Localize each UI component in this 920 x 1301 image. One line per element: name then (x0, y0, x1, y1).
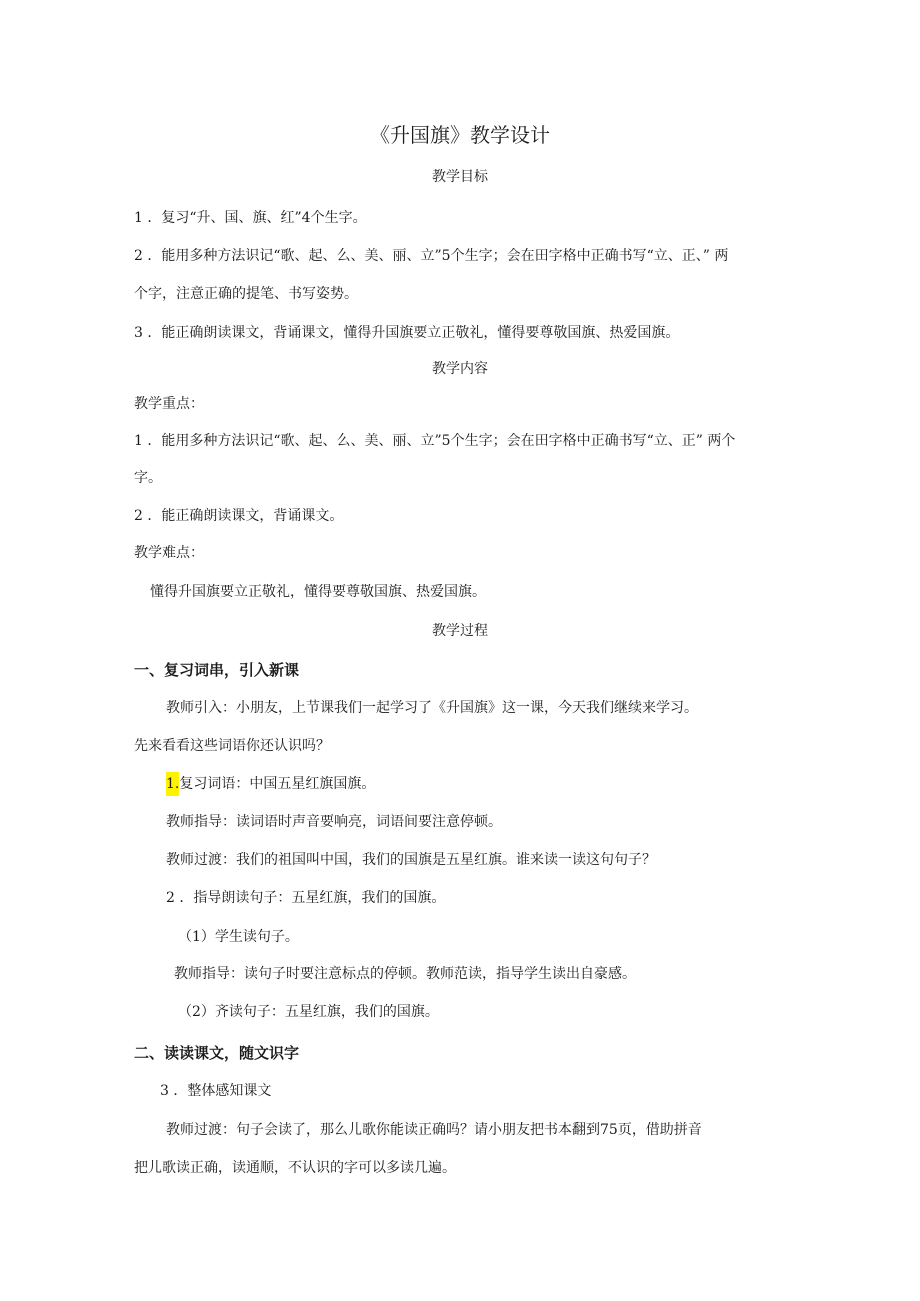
section-1-title: 一、复习词串，引入新课 (134, 661, 300, 679)
section-2-title: 二、读读课文，随文识字 (134, 1044, 300, 1062)
objectives-heading: 教学目标 (432, 169, 488, 185)
key-point-1-line-2: 字。 (134, 470, 162, 486)
teacher-transition-2-line-1: 教师过渡：句子会读了，那么儿歌你能读正确吗？请小朋友把书本翻到75页，借助拼音 (166, 1122, 702, 1138)
process-heading: 教学过程 (432, 623, 488, 639)
objective-item-2-line-1: 2 ．能用多种方法识记“歌、起、么、美、丽、立”5个生字；会在田字格中正确书写“立、正、” 两 (134, 248, 729, 264)
key-points-label: 教学重点： (134, 396, 204, 412)
item-1-text: 复习词语：中国五星红旗国旗。 (179, 776, 376, 792)
difficulty-label: 教学难点： (134, 545, 204, 561)
section-1-intro-line-1: 教师引入：小朋友，上节课我们一起学习了《升国旗》这一课，今天我们继续来学习。 (166, 700, 698, 716)
content-heading: 教学内容 (432, 361, 488, 377)
key-point-2: 2 ．能正确朗读课文，背诵课文。 (134, 508, 344, 524)
difficulty-1: 懂得升国旗要立正敬礼，懂得要尊敬国旗、热爱国旗。 (150, 584, 486, 600)
sub-item-1: （1）学生读句子。 (178, 929, 299, 945)
objective-item-1: 1 ．复习“升、国、旗、红”4个生字。 (134, 210, 367, 226)
section-2-item-3: 3 ．整体感知课文 (160, 1083, 272, 1099)
key-point-1-line-1: 1 ．能用多种方法识记“歌、起、么、美、丽、立”5个生字；会在田字格中正确书写“立、正” 两个 (134, 433, 736, 449)
section-1-item-2: 2 ．指导朗读句子：五星红旗，我们的国旗。 (166, 890, 446, 906)
section-1-intro-line-2: 先来看看这些词语你还认识吗？ (134, 738, 330, 754)
teacher-guidance-1: 教师指导：读词语时声音要响亮，词语间要注意停顿。 (166, 814, 502, 830)
document-title: 《升国旗》教学设计 (370, 123, 550, 147)
section-1-item-1 (166, 775, 375, 793)
objective-item-3: 3 ．能正确朗读课文，背诵课文，懂得升国旗要立正敬礼，懂得要尊敬国旗、热爱国旗。 (134, 325, 680, 341)
highlighted-number: 1. (166, 772, 179, 796)
objective-item-2-line-2: 个字，注意正确的提笔、书写姿势。 (134, 286, 358, 302)
sub-item-2: （2）齐读句子：五星红旗，我们的国旗。 (178, 1004, 439, 1020)
teacher-guidance-2: 教师指导：读句子时要注意标点的停顿。教师范读，指导学生读出自豪感。 (174, 966, 636, 982)
teacher-transition-2-line-2: 把儿歌读正确，读通顺，不认识的字可以多读几遍。 (134, 1160, 456, 1176)
teacher-transition-1: 教师过渡：我们的祖国叫中国，我们的国旗是五星红旗。谁来读一读这句句子？ (166, 852, 656, 868)
